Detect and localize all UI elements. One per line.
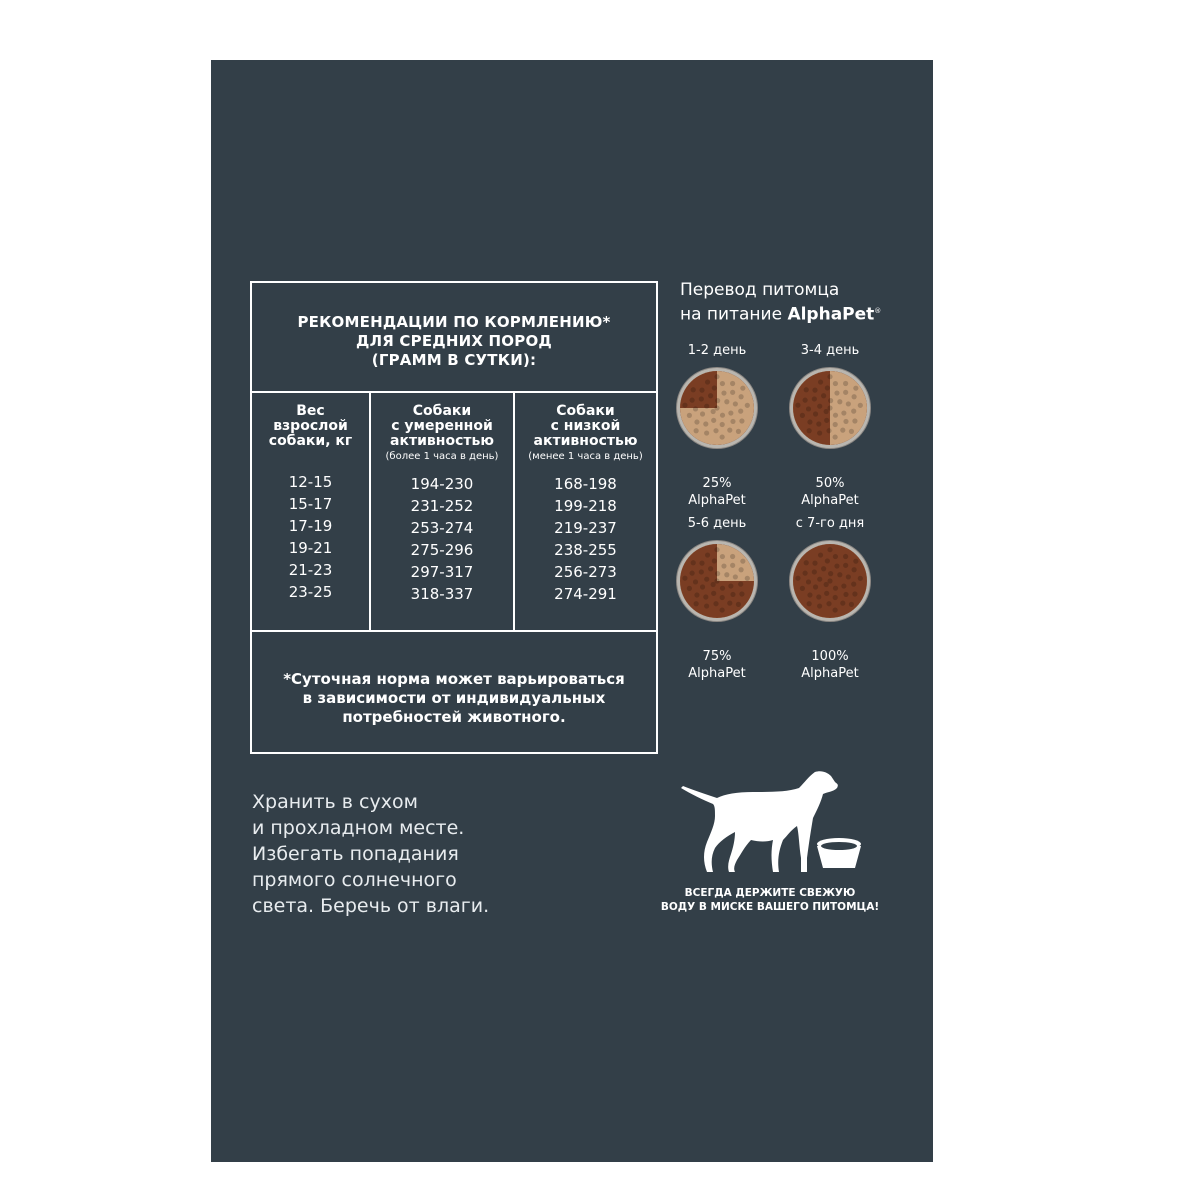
moderate-activity-column	[371, 393, 515, 630]
kibble-dot	[840, 428, 845, 433]
kibble-dot	[708, 566, 713, 571]
kibble-dot	[700, 411, 705, 416]
kibble-dot	[812, 396, 817, 401]
kibble-dot	[817, 603, 822, 608]
kibble-dot	[840, 601, 845, 606]
kibble-dot	[724, 399, 729, 404]
stage-day: 3-4 день	[800, 343, 860, 358]
kibble-dot	[821, 393, 826, 398]
kibble-dot	[807, 419, 812, 424]
table-cell: 19-21	[288, 539, 333, 557]
kibble-dot	[733, 574, 738, 579]
kibble-dot	[730, 390, 735, 395]
feeding-table-header	[252, 283, 656, 393]
kibble-dot	[687, 413, 692, 418]
table-cell: 23-25	[288, 583, 333, 601]
transition-title-line2	[680, 301, 881, 326]
transition-title-prefix: на питание	[680, 304, 788, 325]
kibble-dot	[690, 571, 695, 576]
stage-percent: 50% AlphaPet	[801, 476, 859, 508]
kibble-dot	[804, 560, 809, 565]
kibble-dot	[795, 403, 800, 408]
feeding-footnote: *Суточная норма может варьироваться в зависимости от индивидуальных потребностей животного.	[283, 670, 625, 726]
kibble-dot	[827, 547, 832, 552]
kibble-dot	[858, 403, 863, 408]
kibble-dot	[828, 398, 833, 403]
kibble-dot	[795, 576, 800, 581]
kibble-dot	[703, 421, 708, 426]
kibble-dot	[812, 388, 817, 393]
kibble-dot	[833, 413, 838, 418]
kibble-dot	[694, 419, 699, 424]
kibble-dot	[849, 602, 854, 607]
kibble-dot	[694, 592, 699, 597]
kibble-dot	[714, 547, 719, 552]
table-cell: 199-218	[554, 497, 617, 515]
kibble-dot	[824, 582, 829, 587]
kibble-dot	[699, 396, 704, 401]
feeding-table	[250, 281, 658, 754]
kibble-dot	[846, 574, 851, 579]
kibble-dot	[843, 554, 848, 559]
registered-mark: ®	[874, 307, 882, 315]
kibble-dot	[714, 405, 719, 410]
table-cell: 12-15	[288, 473, 333, 491]
kibble-dot	[721, 390, 726, 395]
kibble-dot	[825, 558, 830, 563]
kibble-dot	[841, 583, 846, 588]
kibble-dot	[803, 571, 808, 576]
kibble-dot	[715, 571, 720, 576]
table-cell: 168-198	[554, 475, 617, 493]
table-cell: 318-337	[410, 585, 474, 603]
table-cell: 238-255	[554, 541, 617, 559]
kibble-dot	[712, 558, 717, 563]
kibble-dot	[818, 552, 823, 557]
kibble-dot	[813, 411, 818, 416]
kibble-dot	[806, 579, 811, 584]
transition-title-line1: Перевод питомца	[680, 280, 840, 300]
kibble-dot	[720, 586, 725, 591]
kibble-dot	[816, 421, 821, 426]
table-cell: 253-274	[410, 519, 474, 537]
kibble-dot	[738, 582, 743, 587]
column-header: Собаки с низкой активностью	[533, 403, 638, 449]
kibble-dot	[834, 563, 839, 568]
kibble-dot	[714, 578, 719, 583]
kibble-dot	[827, 405, 832, 410]
kibble-dot	[739, 418, 744, 423]
kibble-dot	[714, 374, 719, 379]
kibble-dot	[816, 594, 821, 599]
kibble-dot	[704, 603, 709, 608]
kibble-dot	[704, 577, 709, 582]
kibble-dot	[740, 559, 745, 564]
kibble-dot	[817, 430, 822, 435]
kibble-dot	[806, 406, 811, 411]
kibble-dot	[682, 403, 687, 408]
kibble-dot	[807, 601, 812, 606]
transition-stage-1	[657, 343, 777, 509]
kibble-dot	[739, 567, 744, 572]
table-cell: 275-296	[410, 541, 474, 559]
kibble-dot	[833, 381, 838, 386]
kibble-dot	[699, 569, 704, 574]
weight-column	[252, 393, 371, 630]
kibble-dot	[833, 422, 838, 427]
kibble-dot	[691, 560, 696, 565]
food-bowl-icon	[680, 544, 754, 618]
transition-stage-4	[770, 516, 890, 682]
table-cell: 194-230	[410, 475, 474, 493]
transition-stage-3	[657, 516, 777, 682]
kibble-dot	[704, 404, 709, 409]
kibble-dot	[745, 403, 750, 408]
table-cell: 274-291	[554, 585, 617, 603]
kibble-dot	[858, 576, 863, 581]
kibble-dot	[705, 379, 710, 384]
column-values	[252, 471, 369, 603]
table-cell: 256-273	[554, 563, 617, 581]
kibble-dot	[843, 563, 848, 568]
kibble-dot	[813, 584, 818, 589]
kibble-dot	[853, 559, 858, 564]
column-header: Вес взрослой собаки, кг	[268, 403, 353, 449]
kibble-dot	[736, 429, 741, 434]
kibble-dot	[849, 429, 854, 434]
kibble-dot	[711, 591, 716, 596]
kibble-dot	[708, 393, 713, 398]
kibble-dot	[812, 569, 817, 574]
table-cell: 231-252	[410, 497, 474, 515]
kibble-dot	[728, 583, 733, 588]
stage-day: 1-2 день	[687, 343, 747, 358]
kibble-dot	[821, 566, 826, 571]
kibble-dot	[720, 413, 725, 418]
kibble-dot	[693, 406, 698, 411]
transition-title	[680, 280, 881, 326]
food-bowl-icon	[680, 371, 754, 445]
kibble-dot	[828, 571, 833, 576]
kibble-dot	[700, 584, 705, 589]
kibble-dot	[804, 387, 809, 392]
kibble-dot	[825, 385, 830, 390]
kibble-dot	[720, 434, 725, 439]
kibble-dot	[800, 413, 805, 418]
kibble-dot	[852, 591, 857, 596]
kibble-dot	[812, 561, 817, 566]
kibble-dot	[711, 582, 716, 587]
kibble-dot	[699, 388, 704, 393]
stage-percent: 75% AlphaPet	[688, 649, 746, 681]
food-bowl-icon	[793, 544, 867, 618]
table-cell: 21-23	[288, 561, 333, 579]
kibble-dot	[738, 409, 743, 414]
kibble-dot	[834, 390, 839, 395]
kibble-dot	[843, 381, 848, 386]
feeding-table-title: РЕКОМЕНДАЦИИ ПО КОРМЛЕНИЮ* ДЛЯ СРЕДНИХ ПОРОД (ГРАММ В СУТКИ):	[297, 313, 611, 369]
kibble-dot	[852, 394, 857, 399]
kibble-dot	[736, 602, 741, 607]
kibble-dot	[720, 381, 725, 386]
kibble-dot	[727, 601, 732, 606]
kibble-dot	[730, 381, 735, 386]
kibble-dot	[703, 594, 708, 599]
kibble-dot	[730, 419, 735, 424]
table-cell: 219-237	[554, 519, 617, 537]
column-subheader: (более 1 часа в день)	[385, 451, 499, 462]
kibble-dot	[807, 428, 812, 433]
kibble-dot	[733, 401, 738, 406]
column-header: Собаки с умеренной активностью	[390, 403, 494, 449]
food-bowl-icon	[793, 371, 867, 445]
kibble-dot	[833, 607, 838, 612]
kibble-dot	[745, 576, 750, 581]
feeding-table-footer	[252, 632, 656, 752]
kibble-dot	[817, 577, 822, 582]
kibble-dot	[817, 404, 822, 409]
kibble-dot	[739, 591, 744, 596]
kibble-dot	[739, 394, 744, 399]
kibble-dot	[833, 586, 838, 591]
kibble-dot	[730, 592, 735, 597]
kibble-dot	[833, 434, 838, 439]
kibble-dot	[852, 418, 857, 423]
kibble-dot	[824, 409, 829, 414]
kibble-dot	[720, 422, 725, 427]
kibble-dot	[833, 595, 838, 600]
kibble-dot	[730, 563, 735, 568]
kibble-dot	[713, 601, 718, 606]
kibble-dot	[720, 607, 725, 612]
column-values	[371, 473, 513, 605]
kibble-dot	[690, 398, 695, 403]
kibble-dot	[730, 554, 735, 559]
kibble-dot	[818, 379, 823, 384]
kibble-dot	[837, 399, 842, 404]
kibble-dot	[715, 398, 720, 403]
column-subheader: (менее 1 часа в день)	[528, 451, 643, 462]
kibble-dot	[800, 586, 805, 591]
kibble-dot	[699, 561, 704, 566]
kibble-dot	[807, 592, 812, 597]
low-activity-column	[515, 393, 656, 630]
kibble-dot	[853, 386, 858, 391]
kibble-dot	[803, 398, 808, 403]
kibble-dot	[721, 563, 726, 568]
kibble-dot	[826, 601, 831, 606]
feeding-table-body	[252, 393, 656, 632]
new-food-wedge	[680, 371, 717, 408]
water-reminder: ВСЕГДА ДЕРЖИТЕ СВЕЖУЮ ВОДУ В МИСКЕ ВАШЕГО ПИТОМЦА!	[660, 887, 880, 913]
stage-percent: 100% AlphaPet	[801, 649, 859, 681]
kibble-dot	[724, 572, 729, 577]
kibble-dot	[727, 428, 732, 433]
kibble-dot	[843, 390, 848, 395]
kibble-dot	[687, 586, 692, 591]
table-cell: 297-317	[410, 563, 474, 581]
kibble-dot	[841, 410, 846, 415]
kibble-dot	[846, 401, 851, 406]
table-cell: 15-17	[288, 495, 333, 513]
kibble-dot	[682, 576, 687, 581]
kibble-dot	[728, 410, 733, 415]
dog-with-bowl-icon	[675, 768, 875, 878]
table-cell: 17-19	[288, 517, 333, 535]
new-food-wedge	[793, 371, 830, 445]
kibble-dot	[843, 419, 848, 424]
kibble-dot	[720, 595, 725, 600]
kibble-dot	[713, 428, 718, 433]
stage-day: с 7-го дня	[795, 516, 865, 531]
brand-name: AlphaPet	[787, 304, 875, 325]
kibble-dot	[711, 409, 716, 414]
kibble-dot	[704, 430, 709, 435]
kibble-dot	[694, 428, 699, 433]
kibble-dot	[705, 552, 710, 557]
kibble-dot	[833, 554, 838, 559]
kibble-dot	[843, 592, 848, 597]
kibble-dot	[837, 572, 842, 577]
transition-stage-2	[770, 343, 890, 509]
kibble-dot	[824, 591, 829, 596]
kibble-dot	[851, 582, 856, 587]
stage-percent: 25% AlphaPet	[688, 476, 746, 508]
storage-instructions: Хранить в сухом и прохладном месте. Избегать попадания прямого солнечного света. Беречь от влаги.	[252, 791, 490, 917]
kibble-dot	[824, 418, 829, 423]
kibble-dot	[826, 428, 831, 433]
kibble-dot	[712, 385, 717, 390]
kibble-dot	[851, 409, 856, 414]
kibble-dot	[740, 386, 745, 391]
kibble-dot	[691, 387, 696, 392]
kibble-dot	[827, 374, 832, 379]
kibble-dot	[693, 579, 698, 584]
kibble-dot	[694, 601, 699, 606]
kibble-dot	[827, 578, 832, 583]
column-values	[515, 473, 656, 605]
kibble-dot	[711, 418, 716, 423]
stage-day: 5-6 день	[687, 516, 747, 531]
kibble-dot	[720, 554, 725, 559]
kibble-dot	[852, 567, 857, 572]
